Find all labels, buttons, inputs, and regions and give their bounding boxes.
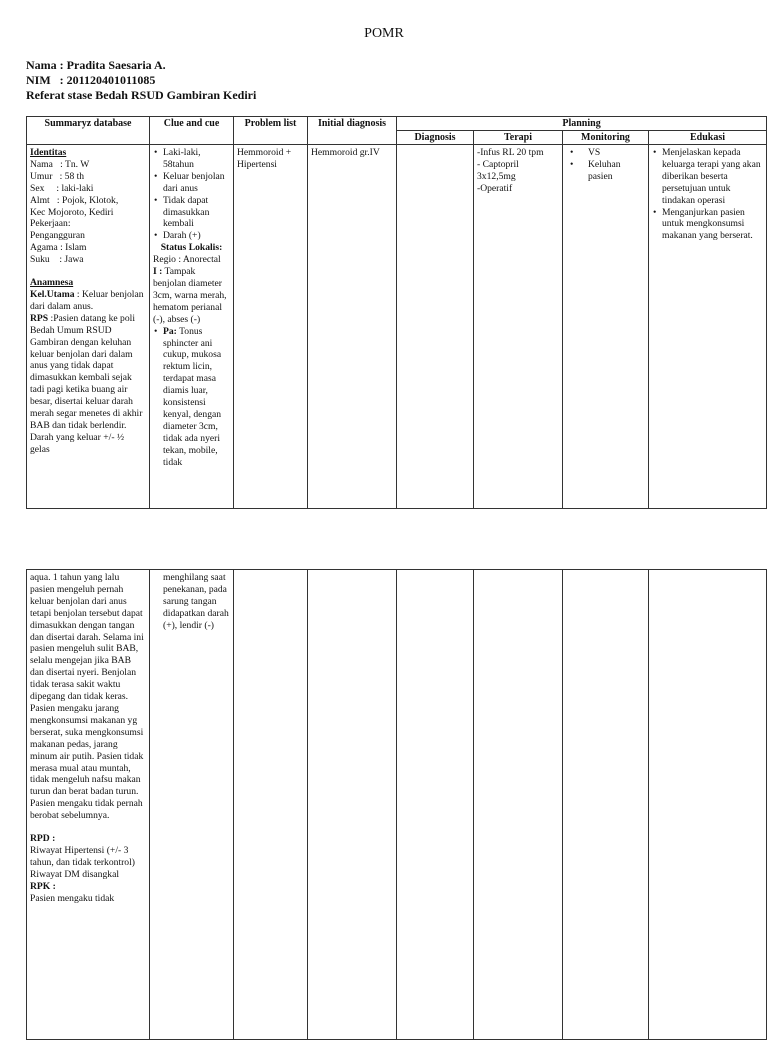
initial-diagnosis-cell: Hemmoroid gr.IV [308, 145, 397, 509]
student-nim: NIM : 201120401011085 [26, 73, 156, 87]
clue-item: • Laki-laki, 58tahun [163, 147, 230, 171]
clue-item: • Keluar benjolan dari anus [163, 171, 230, 195]
header-monitoring: Monitoring [563, 131, 649, 145]
palpasi-list [153, 326, 230, 469]
inspeksi [153, 266, 230, 326]
rps-continued: aqua. 1 tahun yang lalu pasien mengeluh pernah keluar benjolan dari anus tetapi benjolan tersebut dapat dimasukkan dengan tangan dan disertai darah. Selama ini pasien mengeluh sulit BAB, selalu mengejan jika BAB dan disertai nyeri. Benjolan tidak terasa sakit waktu dipegang dan tidak keras. [30, 572, 144, 703]
identitas-line: Suku : Jawa [30, 254, 84, 266]
pomr-table-part2 [26, 569, 767, 1040]
keluhan-label: Kel.Utama [30, 288, 75, 300]
rps-text: :Pasien datang ke poli Bedah Umum RSUD Gambiran dengan keluhan keluar benjolan dari dalam anus yang tidak dapat dimasukkan kembali sejak tadi pagi ketika buang air besar, disertai keluar darah merah segar menetes di akhir BAB dan tidak berlendir. Darah yang keluar +/- ½ gelas [30, 312, 143, 455]
header-initial: Initial diagnosis [308, 117, 397, 145]
header-edukasi: Edukasi [649, 131, 767, 145]
student-name: Nama : Pradita Saesaria A. [26, 58, 166, 72]
palpasi [163, 326, 230, 469]
rpk-text: Pasien mengaku tidak [30, 892, 115, 904]
referat-line: Referat stase Bedah RSUD Gambiran Kediri [26, 88, 257, 102]
pomr-table-part1 [26, 116, 767, 509]
keluhan-utama [30, 289, 146, 313]
monitoring-cell [563, 145, 649, 509]
page-title: POMR [364, 26, 404, 41]
keluhan-text: : Keluar benjolan dari dalam anus. [30, 288, 144, 312]
empty-cell [474, 570, 563, 1040]
empty-cell [649, 570, 767, 1040]
terapi-item: -Infus RL 20 tpm [477, 147, 544, 158]
terapi-cell [474, 145, 563, 509]
clue-continued-cell [150, 570, 234, 1040]
header-problem: Problem list [234, 117, 308, 145]
identitas-line: Nama : Tn. W [30, 158, 90, 170]
empty-cell [563, 570, 649, 1040]
rpd-line: Riwayat Hipertensi (+/- 3 tahun, dan tidak terkontrol) [30, 844, 135, 868]
identitas-line: Agama : Islam [30, 242, 87, 254]
status-lokalis-title: Status Lokalis: [160, 242, 223, 254]
identitas-line: Pekerjaan: [30, 218, 71, 230]
monitoring-item: • VS [582, 147, 645, 159]
anamnesa-title: Anamnesa [30, 277, 74, 289]
planning-diagnosis-cell [397, 145, 474, 509]
rpd-label: RPD : [30, 833, 56, 845]
empty-cell [308, 570, 397, 1040]
edukasi-cell [649, 145, 767, 509]
monitoring-list [566, 147, 645, 183]
rps [30, 313, 146, 456]
palpasi-text: Tonus sphincter ani cukup, mukosa rektum licin, terdapat masa diamis luar, konsistensi kenyal, dengan diameter 3cm, tidak ada nyeri tekan, mobile, tidak [163, 325, 222, 468]
header-diagnosis: Diagnosis [397, 131, 474, 145]
regio: Regio : Anorectal [153, 254, 221, 266]
header-planning: Planning [397, 117, 767, 131]
edukasi-list [652, 147, 763, 242]
clue-cell [150, 145, 234, 509]
monitoring-item: • Keluhan pasien [582, 159, 645, 183]
problem-cell: Hemmoroid + Hipertensi [234, 145, 308, 509]
identitas-title: Identitas [30, 147, 67, 158]
rps-label: RPS [30, 312, 49, 324]
identitas-line: Pengangguran [30, 230, 85, 242]
identitas-line: Kec Mojoroto, Kediri [30, 206, 114, 218]
palpasi-continued: menghilang saat penekanan, pada sarung tangan didapatkan darah (+), lendir (-) [163, 572, 229, 631]
identitas-line: Umur : 58 th [30, 170, 85, 182]
identitas-line: Sex : laki-laki [30, 182, 94, 194]
summary-cell [27, 145, 150, 509]
header-info [26, 58, 256, 103]
header-clue: Clue and cue [150, 117, 234, 145]
palpasi-label: Pa: [163, 325, 177, 337]
clue-item: • Tidak dapat dimasukkan kembali [163, 195, 230, 231]
empty-cell [397, 570, 474, 1040]
inspeksi-text: Tampak benjolan diameter 3cm, warna merah, hematom perianal (-), abses (-) [153, 266, 227, 325]
edukasi-item: • Menjelaskan kepada keluarga terapi yang akan diberikan beserta persetujuan untuk tindakan operasi [662, 147, 763, 207]
rps-continued-2: Pasien mengaku jarang mengkonsumsi makanan yg berserat, suka mengkonsumsi makanan pedas, jarang minum air putih. Pasien tidak merasa mual atau muntah, tidak mengeluh nafsu makan turun dan berat badan turun. Pasien mengaku tidak pernah berobat sebelumnya. [30, 702, 144, 822]
identitas-line: Almt : Pojok, Klotok, [30, 194, 119, 206]
terapi-item: -Operatif [477, 182, 513, 194]
summary-continued-cell [27, 570, 150, 1040]
header-summary: Summaryz database [27, 117, 150, 145]
rpd-line: Riwayat DM disangkal [30, 868, 119, 880]
clue-list [153, 147, 230, 242]
empty-cell [234, 570, 308, 1040]
terapi-item: - Captopril 3x12,5mg [477, 158, 519, 182]
edukasi-item: • Menganjurkan pasien untuk mengkonsumsi makanan yang berserat. [662, 207, 763, 243]
header-terapi: Terapi [474, 131, 563, 145]
clue-item: • Darah (+) [163, 230, 230, 242]
rpk-label: RPK : [30, 880, 56, 892]
inspeksi-label: I : [153, 266, 163, 278]
